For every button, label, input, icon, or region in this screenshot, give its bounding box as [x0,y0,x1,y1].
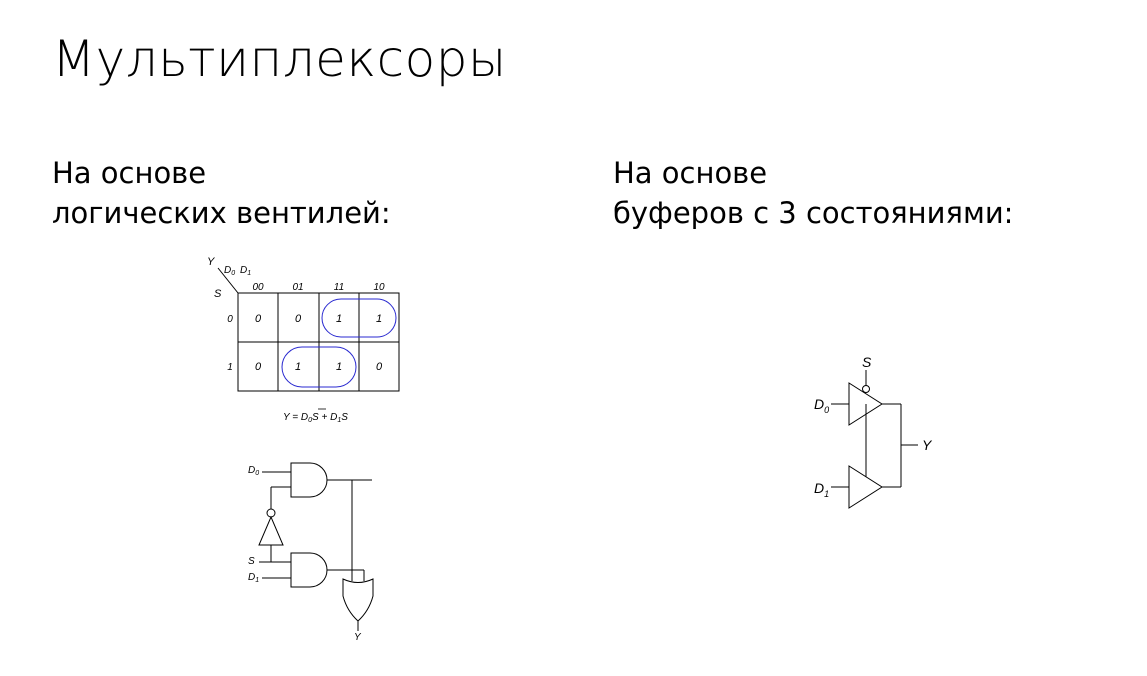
kmap-corner-d1: $D_1$ [240,265,252,277]
right-heading-line1: На основе [613,156,768,190]
kmap-cell: 0 [254,361,262,373]
kmap-corner-y: Y [207,256,215,268]
kmap-col-header: 01 [292,282,304,293]
buffer-label-d0: $D_0$ [814,396,830,415]
or-gate [343,579,373,621]
right-heading-line2: буферов с 3 состояниями: [613,196,1014,230]
gate-label-d0: $D_0$ [248,465,260,477]
kmap-corner-d0: $D_0$ [224,265,236,277]
kmap-row-header: 1 [227,362,233,373]
slide-title: Мультиплексоры [52,30,507,88]
kmap-equation: $Y = D_0S + D_1S$ [283,412,348,424]
kmap-corner-s: S [214,288,222,300]
kmap-col-header: 10 [373,282,385,293]
kmap-cell: 1 [335,361,343,373]
kmap-cell: 0 [294,313,302,325]
kmap-cell: 0 [375,361,383,373]
kmap-cell: 1 [294,361,302,373]
gate-level-mux [248,463,373,643]
and-gate-top [291,463,327,497]
karnaugh-map [207,256,399,424]
tristate-buffer-mux [814,354,933,508]
kmap-cell: 1 [375,313,383,325]
and-gate-bottom [291,553,327,587]
kmap-col-header: 00 [252,282,264,293]
kmap-cell: 1 [335,313,343,325]
kmap-cell: 0 [254,313,262,325]
left-heading-line2: логических вентилей: [52,196,391,230]
gate-label-d1: $D_1$ [248,572,260,584]
gate-label-y: Y [354,632,361,643]
buffer-label-s: S [862,354,872,370]
enable-bubble [863,386,870,393]
kmap-row-header: 0 [227,314,233,325]
inverter [259,517,283,545]
kmap-col-header: 11 [333,282,345,293]
buffer-label-y: Y [922,437,932,453]
gate-label-s: S [248,556,255,567]
buffer-label-d1: $D_1$ [814,480,830,499]
left-heading-line1: На основе [52,156,207,190]
